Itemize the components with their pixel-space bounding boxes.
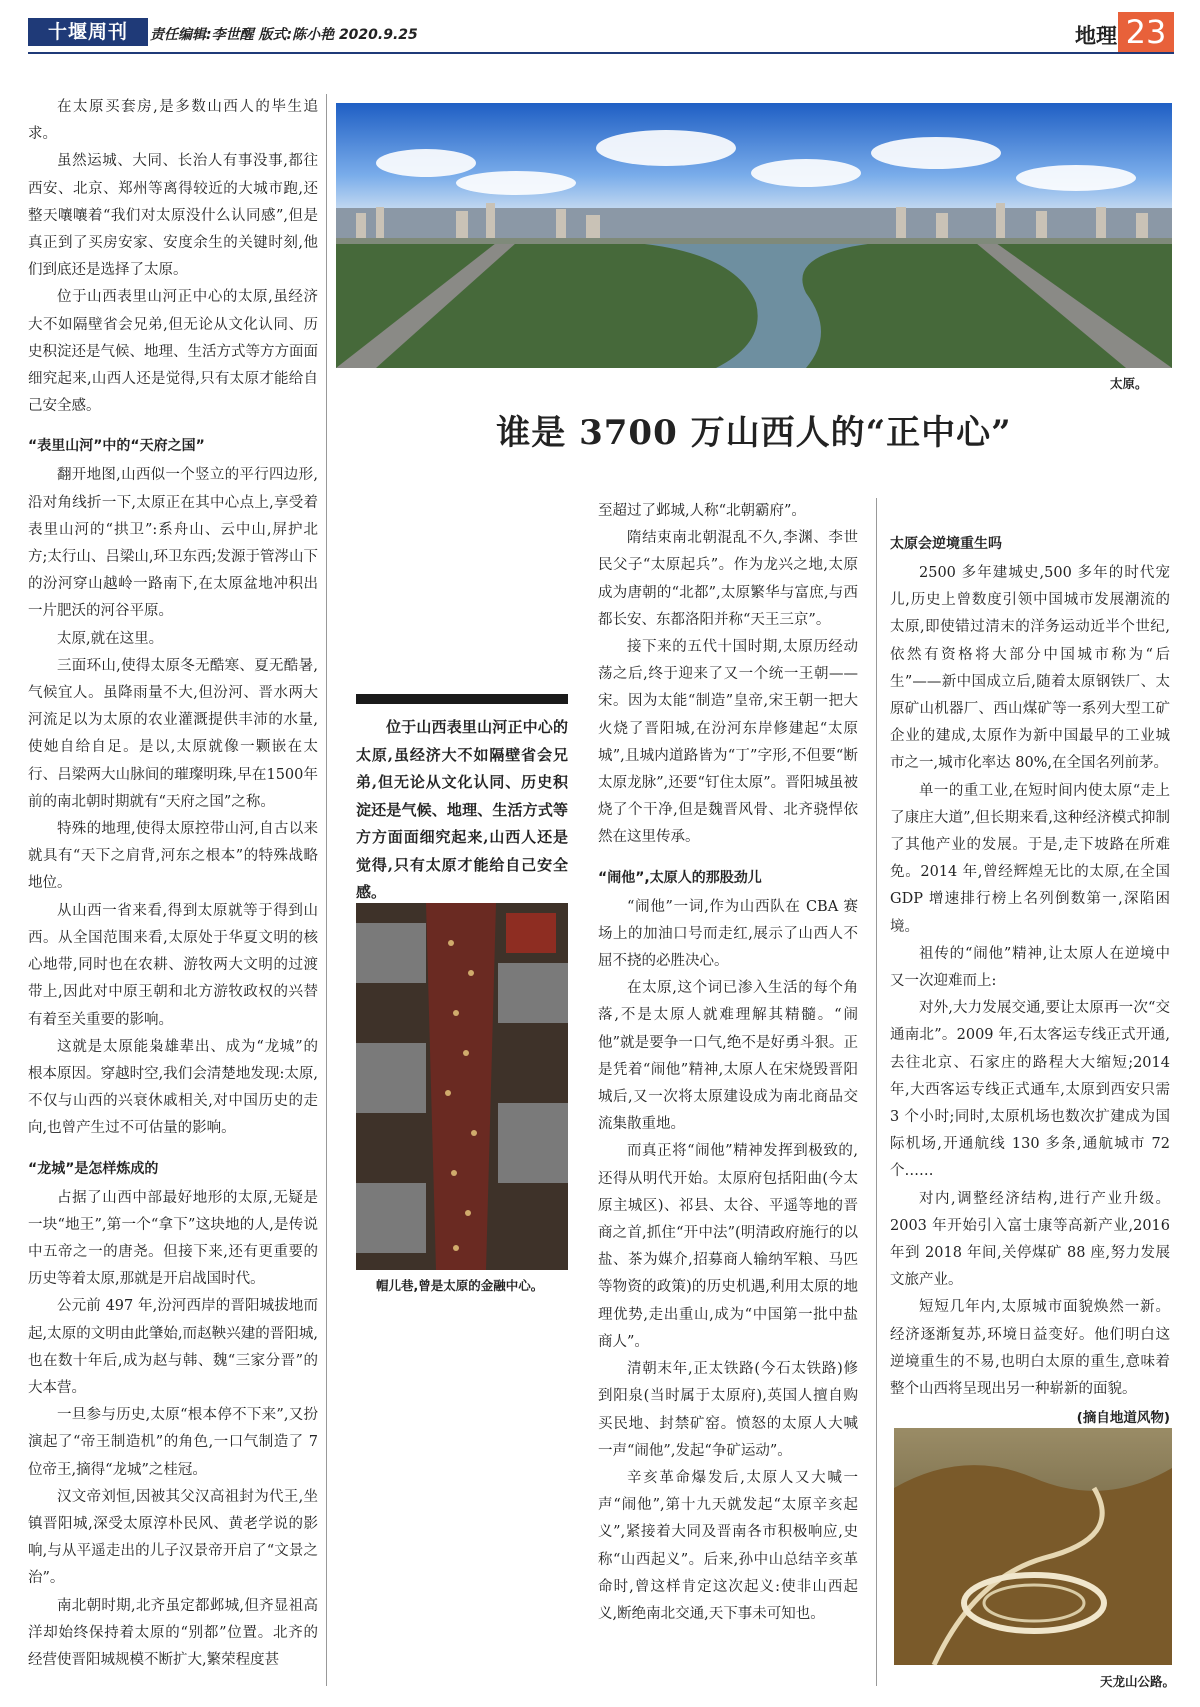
paragraph: 对内,调整经济结构,进行产业升级。2003 年开始引入富士康等高新产业,2016 年到 2018 年间,关停煤矿 88 座,努力发展文旅产业。	[890, 1190, 1170, 1289]
paragraph: 而真正将“闹他”精神发挥到极致的,还得从明代开始。太原府包括阳曲(今太原主城区)、祁县、太谷、平遥等地的晋商之首,抓住“开中法”(明清政府施行的以盐、茶为媒介,招募商人输纳军粮、马匹等物资的政策)的历史机遇,利用太原的地理优势,走出重山,成为“中国第一批中盐商人”。	[598, 1143, 858, 1350]
header-rule	[28, 52, 1174, 54]
paragraph: 太原,就在这里。	[57, 630, 164, 647]
subheading: “表里山河”中的“天府之国”	[28, 438, 205, 455]
column-divider	[876, 498, 877, 1686]
column-divider	[326, 94, 327, 1686]
taiyuan-panorama-photo	[336, 103, 1172, 368]
paragraph: “闹他”一词,作为山西队在 CBA 赛场上的加油口号而走红,展示了山西人不屈不挠的必胜决心。	[598, 898, 858, 970]
paragraph: 短短几年内,太原城市面貌焕然一新。经济逐渐复苏,环境日益变好。他们明白这逆境重生的不易,也明白太原的重生,意味着整个山西将呈现出另一种崭新的面貌。	[890, 1299, 1170, 1398]
paragraph: 在太原,这个词已渗入生活的每个角落,不是太原人就难理解其精髓。“闹他”就是要争一口气,绝不是好勇斗狠。正是凭着“闹他”精神,太原人在宋烧毁晋阳城后,又一次将太原建设成为南北商品交流集散重地。	[598, 980, 858, 1133]
paragraph: 祖传的“闹他”精神,让太原人在逆境中又一次迎难而上:	[890, 945, 1170, 990]
paragraph: 虽然运城、大同、长治人有事没事,都往西安、北京、郑州等离得较近的大城市跑,还整天嚷嚷着“我们对太原没什么认同感”,但是真正到了买房安家、安度余生的关键时刻,他们到底还是选择了太原。	[28, 153, 318, 279]
paragraph: 公元前 497 年,汾河西岸的晋阳城拔地而起,太原的文明由此肇始,而赵鞅兴建的晋阳城,也在数十年后,成为赵与韩、魏“三家分晋”的大本营。	[28, 1298, 318, 1396]
paragraph: 至超过了邺城,人称“北朝霸府”。	[598, 503, 806, 519]
paragraph: 位于山西表里山河正中心的太原,虽经济大不如隔壁省会兄弟,但无论从文化认同、历史积淀还是气候、地理、生活方式等方方面面细究起来,山西人还是觉得,只有太原才能给自己安全感。	[28, 289, 318, 415]
paragraph: 占据了山西中部最好地形的太原,无疑是一块“地王”,第一个“拿下”这块地的人,是传说中五帝之一的唐尧。但接下来,还有更重要的历史等着太原,那就是开启战国时代。	[28, 1189, 318, 1288]
paragraph: 一旦参与历史,太原“根本停不下来”,又扮演起了“帝王制造机”的角色,一口气制造了 7 位帝王,摘得“龙城”之桂冠。	[28, 1407, 318, 1478]
subheading: “龙城”是怎样炼成的	[28, 1160, 159, 1177]
source-credit: (摘自地道风物)	[1076, 1410, 1170, 1427]
pullquote-text: 位于山西表里山河正中心的太原,虽经济大不如隔壁省会兄弟,但无论从文化认同、历史积淀还是气候、地理、生活方式等方方面面细究起来,山西人还是觉得,只有太原才能给自己安全感。	[356, 718, 568, 901]
paragraph: 特殊的地理,使得太原控带山河,自古以来就具有“天下之肩背,河东之根本”的特殊战略地位。	[28, 821, 318, 892]
paragraph: 清朝末年,正太铁路(今石太铁路)修到阳泉(当时属于太原府),英国人擅自购买民地、封禁矿窑。愤怒的太原人大喊一声“闹他”,发起“争矿运动”。	[598, 1361, 858, 1459]
pullquote-bar	[356, 694, 568, 704]
paragraph: 南北朝时期,北齐虽定都邺城,但齐显祖高洋却始终保持着太原的“别都”位置。北齐的经营使晋阳城规模不断扩大,繁荣程度甚	[28, 1597, 318, 1668]
paragraph: 在太原买套房,是多数山西人的毕生追求。	[28, 99, 318, 143]
article-column-1	[28, 94, 318, 1684]
paragraph: 单一的重工业,在短时间内使太原“走上了康庄大道”,但长期来看,这种经济模式抑制了其他产业的发展。于是,走下坡路在所难免。2014 年,曾经辉煌无比的太原,在全国 GDP 增速排行榜上名列倒数第一,深陷困境。	[890, 782, 1170, 935]
paragraph: 2500 多年建城史,500 多年的时代宠儿,历史上曾数度引领中国城市发展潮流的太原,即使错过清末的洋务运动近半个世纪,依然有资格将大部分中国城市称为“后生”——新中国成立后,随着太原钢铁厂、太原矿山机器厂、西山煤矿等一系列大型工矿企业的建成,太原作为新中国最早的工业城市之一,城市化率达 80%,在全国名列前茅。	[890, 565, 1170, 772]
hero-caption: 太原。	[1110, 376, 1148, 391]
editor-info: 责任编辑:李世醒 版式:陈小艳 2020.9.25	[150, 27, 418, 43]
headline: 谁是 3700 万山西人的“正中心”	[496, 413, 1012, 453]
pullquote	[356, 714, 568, 907]
photo3-caption: 天龙山公路。	[1100, 1674, 1176, 1689]
paper-logo: 十堰周刊	[28, 18, 148, 46]
paragraph: 隋结束南北朝混乱不久,李渊、李世民父子“太原起兵”。作为龙兴之地,太原成为唐朝的“北都”,太原繁华与富庶,与西都长安、东都洛阳并称“天王三京”。	[598, 530, 858, 628]
paragraph: 辛亥革命爆发后,太原人又大喊一声“闹他”,第十九天就发起“太原辛亥起义”,紧接着大同及晋南各市积极响应,史称“山西起义”。后来,孙中山总结辛亥革命时,曾这样肯定这次起义:使非山西起义,断绝南北交通,天下事未可知也。	[598, 1469, 858, 1622]
section-name: 地理	[1075, 24, 1117, 48]
tianlong-mountain-road-photo	[894, 1428, 1172, 1665]
subheading: 太原会逆境重生吗	[890, 536, 1002, 552]
page-number: 23	[1118, 12, 1174, 52]
article-column-3	[598, 498, 858, 1688]
paragraph: 接下来的五代十国时期,太原历经动荡之后,终于迎来了又一个统一王朝——宋。因为太能“制造”皇帝,宋王朝一把大火烧了晋阳城,在汾河东岸修建起“太原城”,且城内道路皆为“丁”字形,不但要“断太原龙脉”,还要“钉住太原”。晋阳城虽被烧了个干净,但是魏晋风骨、北齐骁悍依然在这里传承。	[598, 639, 858, 846]
paragraph: 对外,大力发展交通,要让太原再一次“交通南北”。2009 年,石太客运专线正式开通,去往北京、石家庄的路程大大缩短;2014 年,大西客运专线正式通车,太原到西安只需 3 个小时;同时,太原机场也数次扩建成为国际机场,开通航线 130 多条,通航城市 72 个……	[890, 1000, 1170, 1180]
maoer-alley-photo	[356, 903, 568, 1270]
article-column-4	[890, 532, 1170, 1582]
paragraph: 汉文帝刘恒,因被其父汉高祖封为代王,坐镇晋阳城,深受太原淳朴民风、黄老学说的影响,与从平遥走出的儿子汉景帝开启了“文景之治”。	[28, 1488, 318, 1587]
paragraph: 三面环山,使得太原冬无酷寒、夏无酷暑,气候宜人。虽降雨量不大,但汾河、晋水两大河流足以为太原的农业灌溉提供丰沛的水量,使她自给自足。是以,太原就像一颗嵌在太行、吕梁两大山脉间的璀璨明珠,早在1500年前的南北朝时期就有“天府之国”之称。	[28, 657, 318, 810]
photo2-caption: 帽儿巷,曾是太原的金融中心。	[376, 1278, 544, 1293]
paragraph: 翻开地图,山西似一个竖立的平行四边形,沿对角线折一下,太原正在其中心点上,享受着表里山河的“拱卫”:系舟山、云中山,屏护北方;太行山、吕梁山,环卫东西;发源于管涔山下的汾河穿山越岭一路南下,在太原盆地冲积出一片肥沃的河谷平原。	[28, 467, 318, 620]
paragraph: 这就是太原能枭雄辈出、成为“龙城”的根本原因。穿越时空,我们会清楚地发现:太原,不仅与山西的兴衰休戚相关,对中国历史的走向,也曾产生过不可估量的影响。	[28, 1038, 318, 1137]
subheading: “闹他”,太原人的那股劲儿	[598, 869, 762, 886]
paragraph: 从山西一省来看,得到太原就等于得到山西。从全国范围来看,太原处于华夏文明的核心地带,同时也在农耕、游牧两大文明的过渡带上,因此对中原王朝和北方游牧政权的兴替有着至关重要的影响。	[28, 902, 318, 1028]
